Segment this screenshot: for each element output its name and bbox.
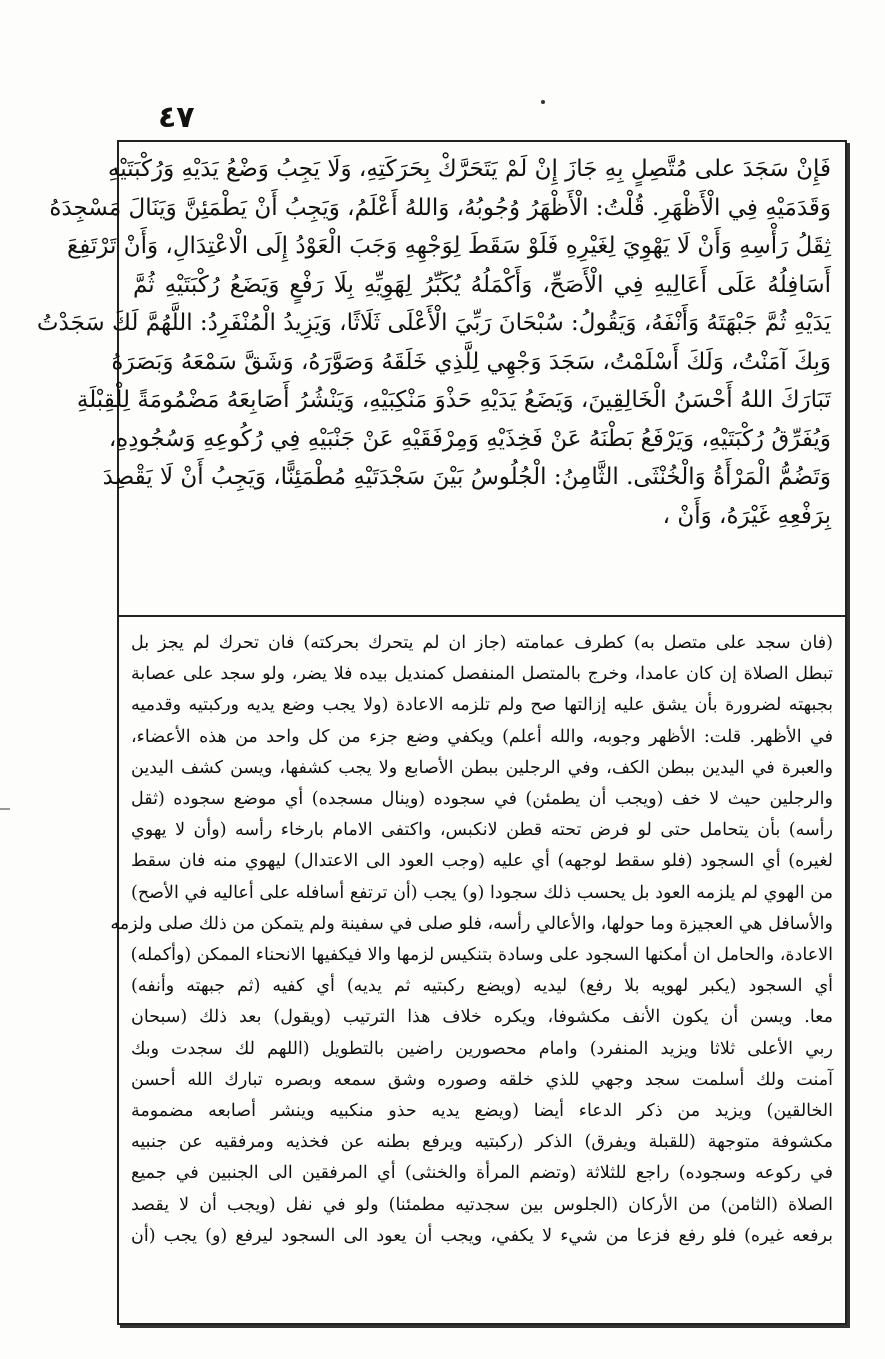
sharh-line: الخالقين) ويزيد من ذكر الدعاء أيضا (ويضع يديه حذو منكبيه وينشر أصابعه مضمومة [131, 1101, 833, 1122]
matn-line: ثِقَلُ رَأْسِهِ وَأَنْ لَا يَهْوِيَ لِغَيْرِهِ فَلَوْ سَقَطَ لِوَجْهِهِ وَجَبَ الْعَوْدُ إِلَى الْاعْتِدَالِ، وَأَنْ تَرْتَفِعَ [67, 233, 831, 259]
sharh-line: تبطل الصلاة إن كان عامدا، وخرج بالمتصل المنفصل كمنديل بيده فلا يضر، ولو سجد على عصابة [131, 664, 833, 685]
matn-line: وَبِكَ آمَنْتُ، وَلَكَ أَسْلَمْتُ، سَجَدَ وَجْهِي لِلَّذِي خَلَقَهُ وَصَوَّرَهُ، وَشَقَّ سَمْعَهُ وَبَصَرَهُ [111, 348, 831, 375]
commentary-text-block [110, 624, 845, 1323]
sharh-line: والأسافل هي العجيزة وما حولها، والأعالي رأسه، فلو صلى في سفينة ولم يتمكن من ذلك صلى ولزمه [110, 913, 833, 934]
sharh-line: الاعادة، والحامل ان أمكنها السجود على وسادة بتنكيس لزمها والا فيكفيها الانحناء الممكن (وأكمله) [130, 945, 833, 966]
sharh-line: في ركوعه وسجوده) راجع للثلاثة (وتضم المرأة والخنثى) أي المرفقين الى الجنبين في جميع [131, 1163, 833, 1184]
matn-line: تَبَارَكَ اللهُ أَحْسَنُ الْخَالِقِينَ، وَيَضَعُ يَدَيْهِ حَذْوَ مَنْكِبَيْهِ، وَيَنْشُرُ أَصَابِعَهُ مَضْمُومَةً لِلْقِبْلَةِ [76, 387, 831, 413]
matn-line: وَتَضُمُّ الْمَرْأَةُ وَالْخُنْثَى. الثَّامِنُ: الْجُلُوسُ بَيْنَ سَجْدَتَيْهِ مُطْمَئِنًّا، وَيَجِبُ أَنْ لَا يَقْصِدَ [102, 464, 831, 490]
matn-line: فَإِنْ سَجَدَ على مُتَّصِلٍ بِهِ جَازَ إِنْ لَمْ يَتَحَرَّكْ بِحَرَكَتِهِ، وَلَا يَجِبُ وَضْعُ يَدَيْهِ وَرُكْبَتَيْهِ [107, 156, 831, 182]
sharh-line: أي السجود (يكبر لهويه بلا رفع) ليديه (ويضع ركبتيه ثم يديه) أي كفيه (ثم جبهته وأنفه) [131, 976, 833, 997]
sharh-line: في الأظهر. قلت: الأظهر وجوبه، والله أعلم) ويكفي وضع جزء من كل واحد من هذه الأعضاء، [131, 726, 833, 747]
sharh-line: (فان سجد على متصل به) كطرف عمامته (جاز ان لم يتحرك بحركته) فان تحرك لم يجز بل [131, 633, 833, 653]
sharh-line: معا. ويسن أن يكون الأنف مكشوفا، ويكره خلاف هذا الترتيب (ويقول) بعد ذلك (سبحان [131, 1007, 833, 1028]
sharh-line: آمنت ولك أسلمت سجد وجهي للذي خلقه وصوره وشق سمعه وبصره تبارك الله أحسن [131, 1069, 833, 1090]
matn-line: وَيُفَرِّقُ رُكْبَتَيْهِ، وَيَرْفَعُ بَطْنَهُ عَنْ فَخِذَيْهِ وَمِرْفَقَيْهِ عَنْ جَنْبَيْهِ فِي رُكُوعِهِ وَسُجُودِهِ، [108, 425, 831, 452]
margin-mark [0, 808, 10, 810]
sharh-line: والرجلين حيث لا خف (ويجب أن يطمئن) في سجوده (وينال مسجده) أي موضع سجوده (ثقل [131, 789, 833, 810]
print-speck [541, 100, 545, 104]
main-text-block [36, 142, 845, 617]
matn-line: وَقَدَمَيْهِ فِي الْأَظْهَرِ. قُلْتُ: الْأَظْهَرُ وُجُوبُهُ، وَاللهُ أَعْلَمُ، وَيَجِبُ أَنْ يَطْمَئِنَّ وَيَنَالَ مَسْجِدَهُ [49, 194, 831, 221]
matn-line: بِرَفْعِهِ غَيْرَهُ، وَأَنْ ، [662, 502, 831, 529]
matn-line: يَدَيْهِ ثُمَّ جَبْهَتَهُ وَأَنْفَهُ، وَيَقُولُ: سُبْحَانَ رَبِّيَ الْأَعْلَى ثَلَاثًا، وَيَزِيدُ الْمُنْفَرِدُ: اللَّهُمَّ لَكَ سَجَدْتُ [36, 310, 831, 336]
matn-line: أَسَافِلُهُ عَلَى أَعَالِيهِ فِي الْأَصَحِّ، وَأَكْمَلُهُ يُكَبِّرُ لِهَوِيِّهِ بِلَا رَفْعٍ وَيَضَعُ رُكْبَتَيْهِ ثُمَّ [133, 271, 831, 298]
page-number: ٤٧ [158, 100, 195, 135]
sharh-line: بجبهته لضرورة بأن يشق عليه إزالتها صح ولم تلزمه الاعادة (ولا يجب وضع يديه وركبتيه وقدميه [131, 695, 833, 716]
sharh-line: ربي الأعلى ثلاثا ويزيد المنفرد) وامام محصورين راضين بالتطويل (اللهم لك سجدت وبك [131, 1038, 833, 1059]
sharh-line: والعبرة في اليدين ببطن الكف، وفي الرجلين ببطن الأصابع ولا يجب كشفها، ويسن كشف اليدين [131, 757, 833, 778]
sharh-line: لغيره) أي السجود (فلو سقط لوجهه) أي عليه (وجب العود الى الاعتدال) ليهوي منه فان سقط [131, 851, 833, 872]
page-frame [36, 140, 847, 1325]
sharh-line: من الهوي لم يلزمه العود بل يحسب ذلك سجودا (و) يجب (أن ترتفع أسافله على أعاليه في الأصح) [131, 882, 833, 903]
sharh-line: الصلاة (الثامن) من الأركان (الجلوس بين سجدتيه مطمئنا) ولو في نفل (ويجب أن لا يقصد [131, 1194, 833, 1215]
sharh-line: رأسه) بأن يتحامل حتى لو فرض تحته قطن لانكبس، واكتفى الامام بارخاء رأسه (وأن لا يهوي [131, 820, 833, 841]
sharh-line: برفعه غيره) فلو رفع فزعا من شيء لا يكفي، ويجب أن يعود الى السجود ليرفع (و) يجب (أن [131, 1225, 833, 1246]
sharh-line: مكشوفة متوجهة (للقبلة ويفرق) الذكر (ركبتيه ويرفع بطنه عن فخذيه ومرفقيه عن جنبيه [131, 1132, 833, 1153]
